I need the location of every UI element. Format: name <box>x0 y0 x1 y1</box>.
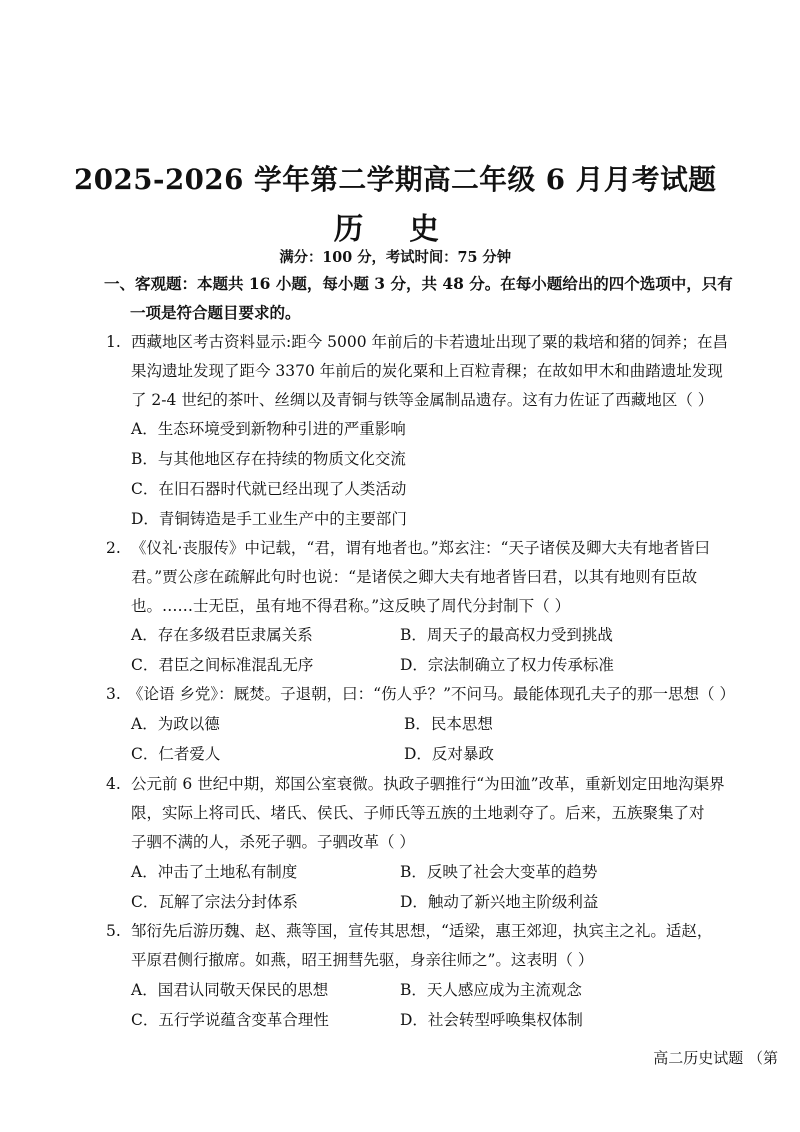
option-b: B．天人感应成为主流观念 <box>400 981 582 999</box>
question-number: 4. <box>106 775 121 793</box>
question-text-line: 限，实际上将司氏、堵氏、侯氏、子师氏等五族的土地剥夺了。后来，五族聚集了对 <box>131 804 705 822</box>
option-d: D．青铜铸造是手工业生产中的主要部门 <box>131 510 407 528</box>
option-d: D．触动了新兴地主阶级利益 <box>400 893 599 911</box>
option-a: A．为政以德 <box>131 715 220 733</box>
section-heading-line1: 一、客观题：本题共 16 小题，每小题 3 分，共 48 分。在每小题给出的四个选项中，只有 <box>104 274 733 293</box>
option-b: B．周天子的最高权力受到挑战 <box>400 626 613 644</box>
question-text-line: 《论语 乡党》：厩焚。子退朝，曰：“伤人乎？”不问马。最能体现孔夫子的那一思想（ ） <box>128 685 735 703</box>
question-text-line: 西藏地区考古资料显示:距今 5000 年前后的卡若遗址出现了粟的栽培和猪的饲养；在昌 <box>131 333 729 351</box>
question-text-line: 子驷不满的人，杀死子驷。子驷改革（ ） <box>131 833 415 851</box>
question-text-line: 邹衍先后游历魏、赵、燕等国，宣传其思想，“适梁，惠王郊迎，执宾主之礼。适赵， <box>131 922 713 940</box>
question-number: 2. <box>106 539 121 557</box>
option-c: C．瓦解了宗法分封体系 <box>131 893 298 911</box>
option-a: A．存在多级君臣隶属关系 <box>131 626 313 644</box>
option-b: B．民本思想 <box>404 715 493 733</box>
option-a: A．生态环境受到新物种引进的严重影响 <box>131 420 406 438</box>
question-text-line: 《仪礼·丧服传》中记载，“君，谓有地者也。”郑玄注：“天子诸侯及卿大夫有地者皆曰 <box>131 539 710 557</box>
option-d: D．反对暴政 <box>404 745 494 763</box>
option-d: D．宗法制确立了权力传承标准 <box>400 656 614 674</box>
option-d: D．社会转型呼唤集权体制 <box>400 1011 583 1029</box>
option-c: C．五行学说蕴含变革合理性 <box>131 1011 329 1029</box>
option-c: C．在旧石器时代就已经出现了人类活动 <box>131 480 407 498</box>
page-footer: 高二历史试题 （第 <box>653 1049 778 1067</box>
question-text-line: 平原君侧行撤席。如燕，昭王拥彗先驱，身亲往师之”。这表明（ ） <box>131 951 594 969</box>
option-c: C．君臣之间标准混乱无序 <box>131 656 314 674</box>
question-number: 1. <box>106 333 121 351</box>
subject-title: 历 史 <box>333 212 457 247</box>
question-text-line: 公元前 6 世纪中期，郑国公室衰微。执政子驷推行“为田洫”改革，重新划定田地沟渠界 <box>131 775 725 793</box>
option-c: C．仁者爱人 <box>131 745 221 763</box>
exam-title: 2025-2026 学年第二学期高二年级 6 月月考试题 <box>73 163 717 196</box>
question-number: 5. <box>106 922 121 940</box>
option-b: B．与其他地区存在持续的物质文化交流 <box>131 450 406 468</box>
option-a: A．国君认同敬天保民的思想 <box>131 981 329 999</box>
question-text-line: 也。……士无臣，虽有地不得君称。”这反映了周代分封制下（ ） <box>131 597 571 615</box>
question-text-line: 了 2-4 世纪的茶叶、丝绸以及青铜与铁等金属制品遗存。这有力佐证了西藏地区（ ） <box>131 391 714 409</box>
option-b: B．反映了社会大变革的趋势 <box>400 863 598 881</box>
section-heading-line2: 一项是符合题目要求的。 <box>130 303 301 322</box>
question-text-line: 果沟遗址发现了距今 3370 年前后的炭化粟和上百粒青稞；在故如甲木和曲踏遗址发现 <box>131 362 723 380</box>
question-number: 3. <box>106 685 121 703</box>
question-text-line: 君。”贾公彦在疏解此句时也说：“是诸侯之卿大夫有地者皆曰君，以其有地则有臣故 <box>131 568 698 586</box>
option-a: A．冲击了土地私有制度 <box>131 863 298 881</box>
exam-meta: 满分：100 分，考试时间：75 分钟 <box>279 249 512 266</box>
